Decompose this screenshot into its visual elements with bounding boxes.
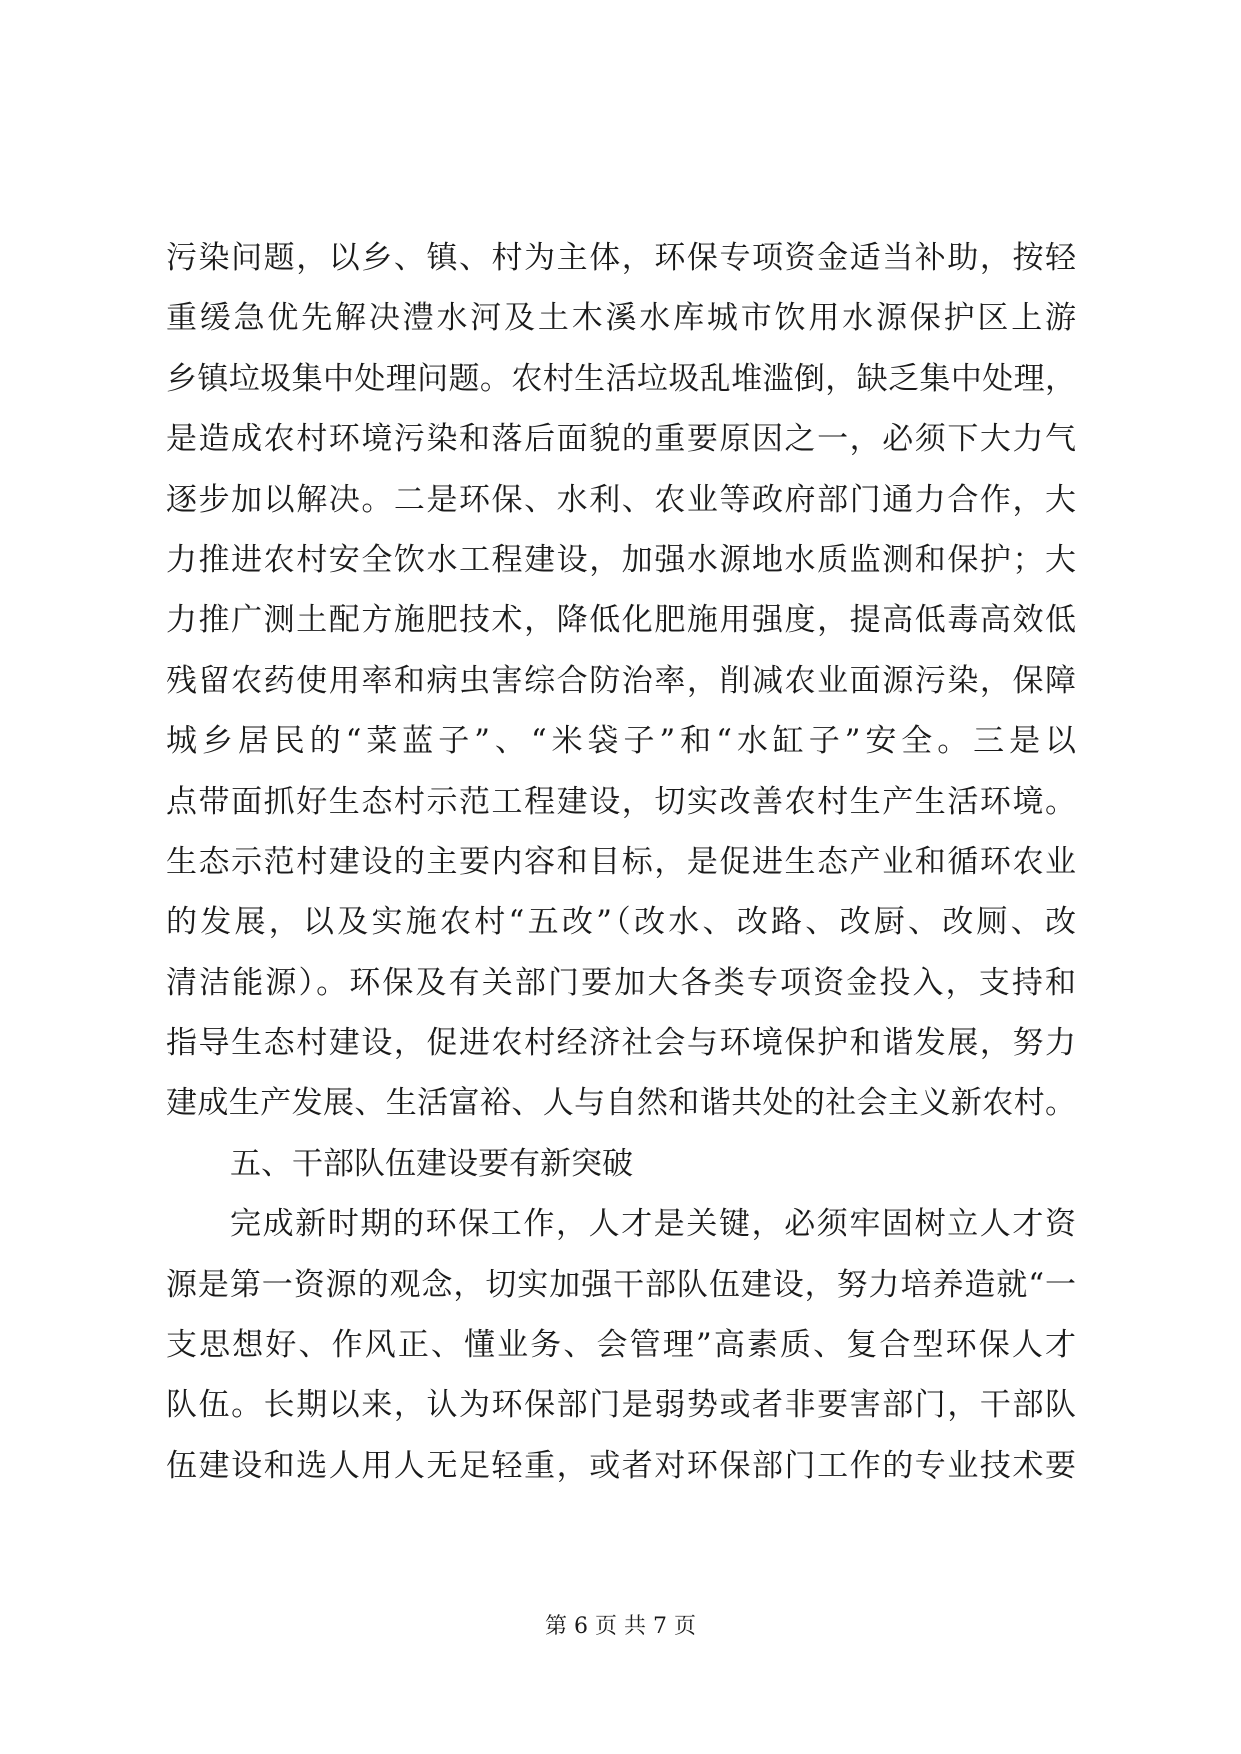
paragraph-first-line: 完成新时期的环保工作，人才是关键，必须牢固树立人才资 (230, 1206, 1076, 1243)
text-line: 污染问题，以乡、镇、村为主体，环保专项资金适当补助，按轻 (166, 240, 1076, 276)
text-line: 支思想好、作风正、懂业务、会管理”高素质、复合型环保人才 (166, 1327, 1076, 1364)
text-line: 建成生产发展、生活富裕、人与自然和谐共处的社会主义新农村。 (166, 1085, 1076, 1122)
text-line: 城乡居民的“菜蓝子”、“米袋子”和“水缸子”安全。三是以 (166, 723, 1076, 760)
page-footer: 第 6 页 共 7 页 (545, 1614, 696, 1639)
text-line: 力推进农村安全饮水工程建设，加强水源地水质监测和保护；大 (166, 541, 1076, 578)
text-line: 生态示范村建设的主要内容和目标，是促进生态产业和循环农业 (166, 843, 1076, 880)
text-line: 指导生态村建设，促进农村经济社会与环境保护和谐发展，努力 (166, 1025, 1076, 1062)
text-line: 伍建设和选人用人无足轻重，或者对环保部门工作的专业技术要 (166, 1447, 1076, 1484)
body-text (166, 228, 1076, 1496)
text-line: 点带面抓好生态村示范工程建设，切实改善农村生产生活环境。 (166, 783, 1076, 820)
text-line: 源是第一资源的观念，切实加强干部队伍建设，努力培养造就“一 (166, 1266, 1076, 1303)
text-line: 是造成农村环境污染和落后面貌的重要原因之一，必须下大力气 (166, 421, 1076, 458)
text-line: 乡镇垃圾集中处理问题。农村生活垃圾乱堆滥倒，缺乏集中处理， (166, 360, 1076, 397)
text-line: 队伍。长期以来，认为环保部门是弱势或者非要害部门，干部队 (166, 1387, 1076, 1424)
text-line: 残留农药使用率和病虫害综合防治率，削减农业面源污染，保障 (166, 662, 1076, 699)
text-line: 清洁能源）。环保及有关部门要加大各类专项资金投入，支持和 (166, 964, 1076, 1001)
text-line: 的发展，以及实施农村“五改”（改水、改路、改厨、改厕、改 (166, 904, 1076, 941)
text-line: 力推广测土配方施肥技术，降低化肥施用强度，提高低毒高效低 (166, 602, 1076, 639)
section-heading: 五、干部队伍建设要有新突破 (230, 1145, 633, 1182)
text-line: 重缓急优先解决澧水河及土木溪水库城市饮用水源保护区上游 (166, 300, 1076, 337)
text-line: 逐步加以解决。二是环保、水利、农业等政府部门通力合作，大 (166, 481, 1076, 518)
